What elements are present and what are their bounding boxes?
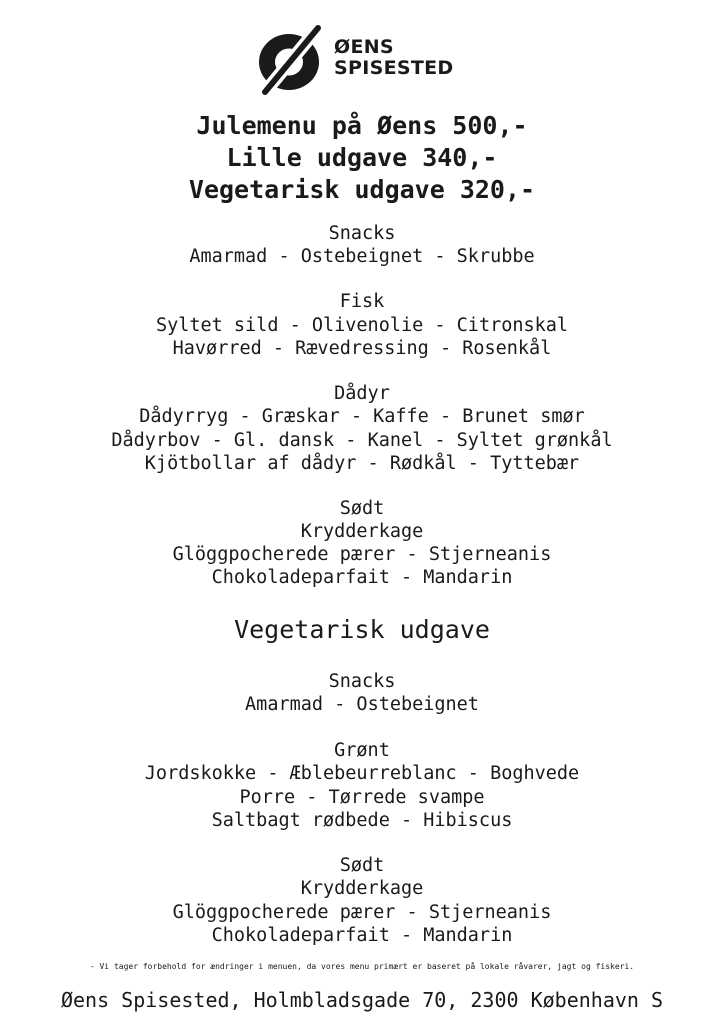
menu-item: Havørred - Rævedressing - Rosenkål (172, 338, 552, 359)
menu-item: Dådyrryg - Græskar - Kaffe - Brunet smør (139, 406, 585, 427)
pricing-heading (0, 110, 724, 206)
restaurant-address: Øens Spisested, Holmbladsgade 70, 2300 København S (60, 988, 664, 1012)
section-title-fisk: Fisk (339, 291, 385, 312)
restaurant-logo (252, 24, 482, 96)
menu-item: Krydderkage (300, 878, 424, 899)
menu-item: Jordskokke - Æblebeurreblanc - Boghvede (144, 763, 580, 784)
menu-item: Chokoladeparfait - Mandarin (211, 567, 513, 588)
menu-item: Amarmad - Ostebeignet - Skrubbe (189, 246, 535, 267)
menu-item: Glöggpocherede pærer - Stjerneanis (172, 902, 552, 923)
disclaimer-note: - Vi tager forbehold for ændringer i menuen, da vores menu primært er baseret på lokale råvarer, jagt og fiskeri. (89, 962, 635, 971)
oe-logo-icon (252, 24, 326, 96)
logo-wordmark (334, 37, 453, 79)
logo-line-1: ØENS (334, 36, 394, 58)
section-title-dadyr: Dådyr (334, 383, 390, 404)
menu-item: Syltet sild - Olivenolie - Citronskal (155, 315, 569, 336)
menu-item: Dådyrbov - Gl. dansk - Kanel - Syltet grønkål (111, 430, 613, 451)
veg-section-title-snacks: Snacks (328, 671, 396, 692)
logo-line-2: SPISESTED (334, 57, 454, 79)
menu-item: Chokoladeparfait - Mandarin (211, 925, 513, 946)
veg-section-title-sodt: Sødt (339, 855, 385, 876)
menu-item: Saltbagt rødbede - Hibiscus (211, 810, 513, 831)
menu-item: Glöggpocherede pærer - Stjerneanis (172, 544, 552, 565)
section-title-sodt: Sødt (339, 498, 385, 519)
menu-item: Amarmad - Ostebeignet (245, 694, 479, 715)
section-title-snacks: Snacks (328, 223, 396, 244)
menu-item: Krydderkage (300, 521, 424, 542)
veg-section-title-gront: Grønt (334, 740, 390, 761)
price-vegetarian-menu: Vegetarisk udgave 320,- (188, 175, 536, 204)
menu-item: Kjötbollar af dådyr - Rødkål - Tyttebær (144, 453, 580, 474)
price-small-menu: Lille udgave 340,- (226, 143, 498, 172)
menu-item: Porre - Tørrede svampe (239, 787, 485, 808)
price-full-menu: Julemenu på Øens 500,- (196, 111, 528, 140)
vegetarian-heading: Vegetarisk udgave (234, 615, 490, 644)
